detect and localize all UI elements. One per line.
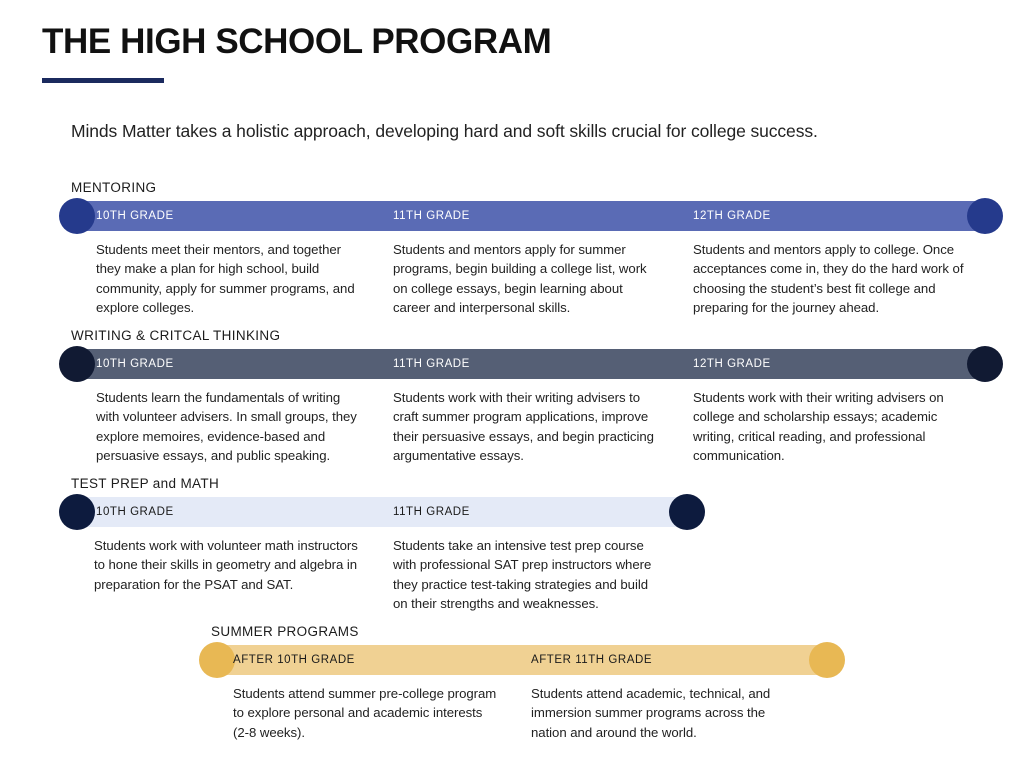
grade-label-11th: 11TH GRADE <box>393 210 470 222</box>
grade-label-11th: 11TH GRADE <box>393 358 470 370</box>
timeline-bar-testprep <box>71 497 991 527</box>
column-text-12th: Students and mentors apply to college. Once acceptances come in, they do the hard work of choosing the student’s best fit college and preparing for the journey ahead. <box>693 242 964 315</box>
timeline-endpoint-right-dot <box>967 198 1003 234</box>
timeline-bar-fill <box>71 349 991 379</box>
timeline-endpoint-right-dot <box>669 494 705 530</box>
column-text-after-11th: Students attend academic, technical, and immersion summer programs across the nation and around the world. <box>531 686 771 740</box>
section-label-summer: SUMMER PROGRAMS <box>211 624 359 639</box>
grade-label-12th: 12TH GRADE <box>693 358 771 370</box>
grade-label-11th: 11TH GRADE <box>393 506 470 518</box>
column-text-12th: Students work with their writing advisers on college and scholarship essays; academic writing, critical reading, and professional communication. <box>693 390 944 463</box>
column-text-after-10th: Students attend summer pre-college program to explore personal and academic interests (2-8 weeks). <box>233 686 497 740</box>
column-text-11th: Students work with their writing advisers to craft summer program applications, improve their persuasive essays, and begin practicing argumentative essays. <box>393 390 654 463</box>
column-text-11th: Students take an intensive test prep course with professional SAT prep instructors where they practice test-taking strategies and build on their strengths and weaknesses. <box>393 538 652 611</box>
timeline-endpoint-right-dot <box>967 346 1003 382</box>
column-text-10th: Students work with volunteer math instructors to hone their skills in geometry and algebra in preparation for the PSAT and SAT. <box>94 538 358 592</box>
section-mentoring <box>71 180 991 315</box>
timeline-endpoint-left-dot <box>59 346 95 382</box>
grade-label-after-11th: AFTER 11TH GRADE <box>531 654 653 666</box>
section-test-prep-math <box>71 476 991 611</box>
column-text-11th: Students and mentors apply for summer programs, begin building a college list, work on college essays, begin learning about career and interpersonal skills. <box>393 242 647 315</box>
slide-header <box>42 22 551 83</box>
grade-label-after-10th: AFTER 10TH GRADE <box>233 654 355 666</box>
timeline-bar-fill <box>71 201 991 231</box>
grade-label-10th: 10TH GRADE <box>96 358 174 370</box>
section-label-mentoring: MENTORING <box>71 180 157 195</box>
grade-label-10th: 10TH GRADE <box>96 506 174 518</box>
title-underline-rule <box>42 78 164 83</box>
timeline-endpoint-left-dot <box>59 494 95 530</box>
timeline-endpoint-right-dot <box>809 642 845 678</box>
subtitle-text: Minds Matter takes a holistic approach, developing hard and soft skills crucial for college success. <box>71 121 818 141</box>
timeline-bar-mentoring <box>71 201 991 231</box>
page-title: THE HIGH SCHOOL PROGRAM <box>42 22 552 61</box>
section-summer-programs <box>211 624 991 740</box>
timeline-bar-writing <box>71 349 991 379</box>
column-text-10th: Students meet their mentors, and together they make a plan for high school, build community, apply for summer programs, and explore colleges. <box>96 242 355 315</box>
column-text-10th: Students learn the fundamentals of writing with volunteer advisers. In small groups, they explore memoires, evidence-based and persuasive essays, and public speaking. <box>96 390 357 463</box>
grade-label-10th: 10TH GRADE <box>96 210 174 222</box>
section-label-writing: WRITING & CRITCAL THINKING <box>71 328 281 343</box>
timeline-endpoint-left-dot <box>59 198 95 234</box>
section-writing-critical-thinking <box>71 328 991 463</box>
timeline-endpoint-left-dot <box>199 642 235 678</box>
timeline-bar-summer <box>211 645 991 675</box>
grade-label-12th: 12TH GRADE <box>693 210 771 222</box>
section-label-testprep: TEST PREP and MATH <box>71 476 220 491</box>
